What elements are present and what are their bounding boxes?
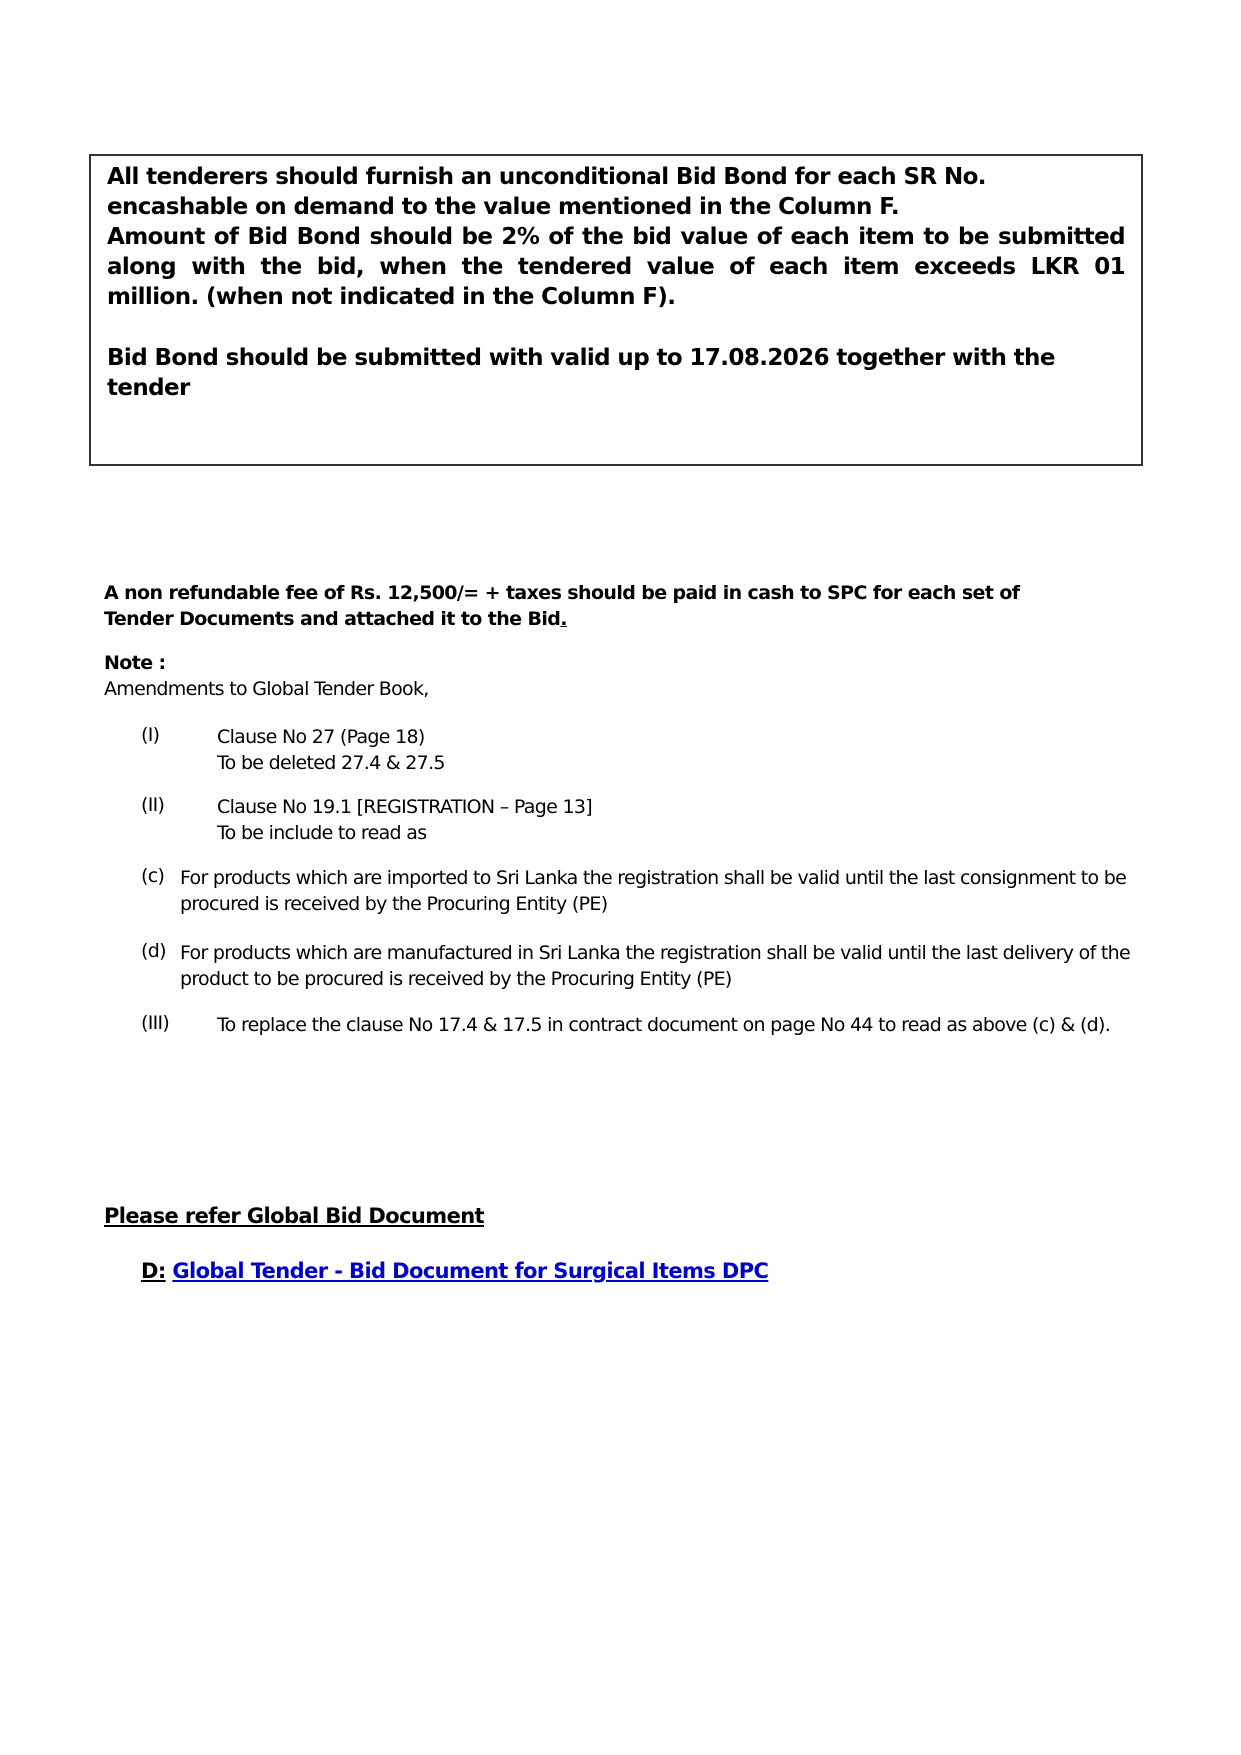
text-line: Clause No 19.1 [REGISTRATION – Page 13] [217, 796, 592, 818]
bid-bond-paragraph-3 [107, 343, 1125, 403]
bid-bond-paragraph-2 [107, 222, 1125, 312]
amendment-item [217, 1012, 1110, 1038]
item-marker: (c) [141, 865, 165, 887]
amendment-item [217, 724, 445, 776]
item-marker: (III) [141, 1012, 170, 1034]
text-line: To replace the clause No 17.4 & 17.5 in contract document on page No 44 to read as above (c) & (d). [217, 1014, 1111, 1036]
text-line: Clause No 27 (Page 18) [217, 726, 425, 748]
text-line: All tenderers should furnish an unconditional Bid Bond for each SR No. [107, 164, 986, 190]
text-line: To be include to read as [217, 822, 427, 844]
bid-document-link[interactable]: Global Tender - Bid Document for Surgical Items DPC [172, 1259, 769, 1283]
document-link-line [141, 1259, 768, 1283]
tender-fee-notice [104, 580, 1019, 632]
drive-prefix: D: [141, 1259, 166, 1283]
text-line: encashable on demand to the value mentioned in the Column F. [107, 194, 900, 220]
text-line: along with the bid, when the tendered value of each item exceeds LKR 01 [107, 254, 1125, 280]
text-segment: . [560, 608, 567, 630]
amendment-item [180, 940, 1130, 992]
text-line: A non refundable fee of Rs. 12,500/= + taxes should be paid in cash to SPC for each set of [104, 582, 1020, 604]
amendment-item [180, 865, 1126, 917]
note-heading: Note : [104, 652, 166, 674]
amendment-item [217, 794, 592, 846]
text-line [104, 606, 1019, 632]
note-intro: Amendments to Global Tender Book, [104, 678, 429, 700]
item-marker: (II) [141, 794, 165, 816]
item-marker: (I) [141, 724, 160, 746]
text-line: For products which are manufactured in Sri Lanka the registration shall be valid until the last delivery of the [180, 942, 1130, 964]
bid-bond-notice-box [89, 154, 1143, 466]
text-line: For products which are imported to Sri Lanka the registration shall be valid until the last consignment to be [180, 867, 1127, 889]
text-line: million. (when not indicated in the Column F). [107, 284, 676, 310]
text-line: procured is received by the Procuring Entity (PE) [180, 893, 608, 915]
text-line: Bid Bond should be submitted with valid up to 17.08.2026 together with the [107, 345, 1055, 371]
bid-bond-paragraph-1 [107, 162, 1125, 222]
text-segment: Tender Documents and attached it to the Bid [104, 608, 561, 630]
text-line: tender [107, 375, 190, 401]
refer-heading: Please refer Global Bid Document [104, 1204, 484, 1228]
text-line: To be deleted 27.4 & 27.5 [217, 752, 445, 774]
text-line: Amount of Bid Bond should be 2% of the bid value of each item to be submitted [107, 224, 1125, 250]
text-line: product to be procured is received by the Procuring Entity (PE) [180, 968, 732, 990]
item-marker: (d) [141, 940, 166, 962]
